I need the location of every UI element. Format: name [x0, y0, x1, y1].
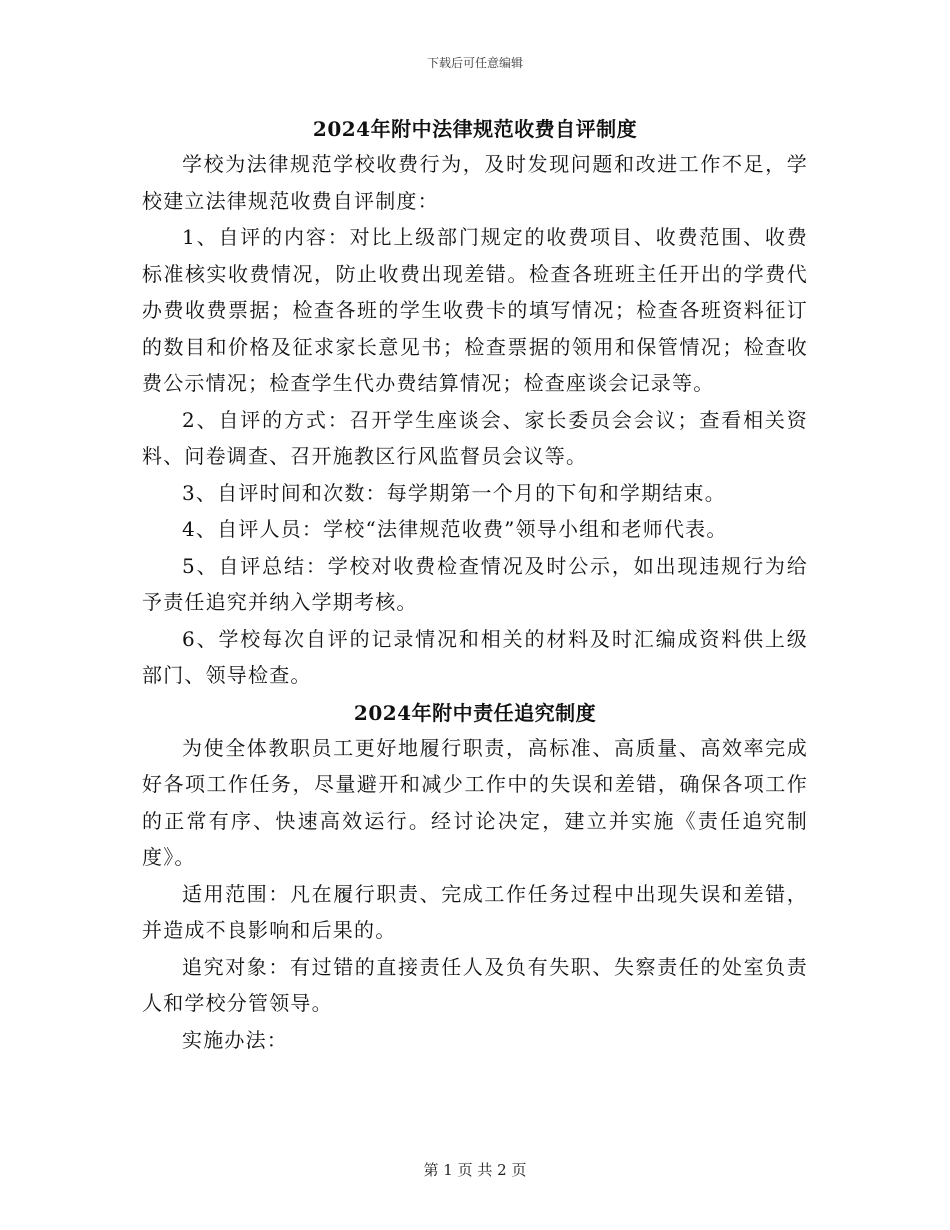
section-title-fee-self-evaluation: 2024年附中法律规范收费自评制度 [312, 117, 638, 141]
paragraph: 实施办法： [182, 1027, 288, 1052]
paragraph: 5、自评总结：学校对收费检查情况及时公示，如出现违规行为给予责任追究并纳入学期考核。 [142, 553, 808, 614]
section-fee-self-evaluation [142, 112, 808, 694]
paragraph: 3、自评时间和次数：每学期第一个月的下旬和学期结束。 [182, 480, 726, 505]
paragraph: 2、自评的方式：召开学生座谈会、家长委员会会议；查看相关资料、问卷调查、召开施教区行风监督员会议等。 [142, 407, 808, 468]
page-header-note: 下载后可任意编辑 [426, 56, 523, 70]
paragraph: 学校为法律规范学校收费行为，及时发现问题和改进工作不足，学校建立法律规范收费自评制度： [142, 152, 808, 213]
paragraph: 为使全体教职员工更好地履行职责，高标准、高质量、高效率完成好各项工作任务，尽量避开和减少工作中的失误和差错，确保各项工作的正常有序、快速高效运行。经讨论决定，建立并实施《责任追究制度》。 [142, 735, 808, 869]
document-body [142, 112, 808, 1058]
paragraph: 适用范围：凡在履行职责、完成工作任务过程中出现失误和差错，并造成不良影响和后果的。 [142, 881, 808, 942]
paragraph: 6、学校每次自评的记录情况和相关的材料及时汇编成资料供上级部门、领导检查。 [142, 626, 808, 687]
paragraph: 4、自评人员：学校“法律规范收费”领导小组和老师代表。 [182, 517, 728, 541]
paragraph: 追究对象：有过错的直接责任人及负有失职、失察责任的处室负责人和学校分管领导。 [142, 954, 808, 1015]
section-title-accountability: 2024年附中责任追究制度 [353, 700, 597, 725]
paragraph: 1、自评的内容：对比上级部门规定的收费项目、收费范围、收费标准核实收费情况，防止收费出现差错。检查各班班主任开出的学费代办费收费票据；检查各班的学生收费卡的填写情况；检查各班资料征订的数目和价格及征求家长意见书；检查票据的领用和保管情况；检查收费公示情况；检查学生代办费结算情况；检查座谈会记录等。 [142, 225, 808, 395]
page-number-footer: 第 1 页 共 2 页 [423, 1161, 527, 1179]
section-accountability [142, 696, 808, 1059]
